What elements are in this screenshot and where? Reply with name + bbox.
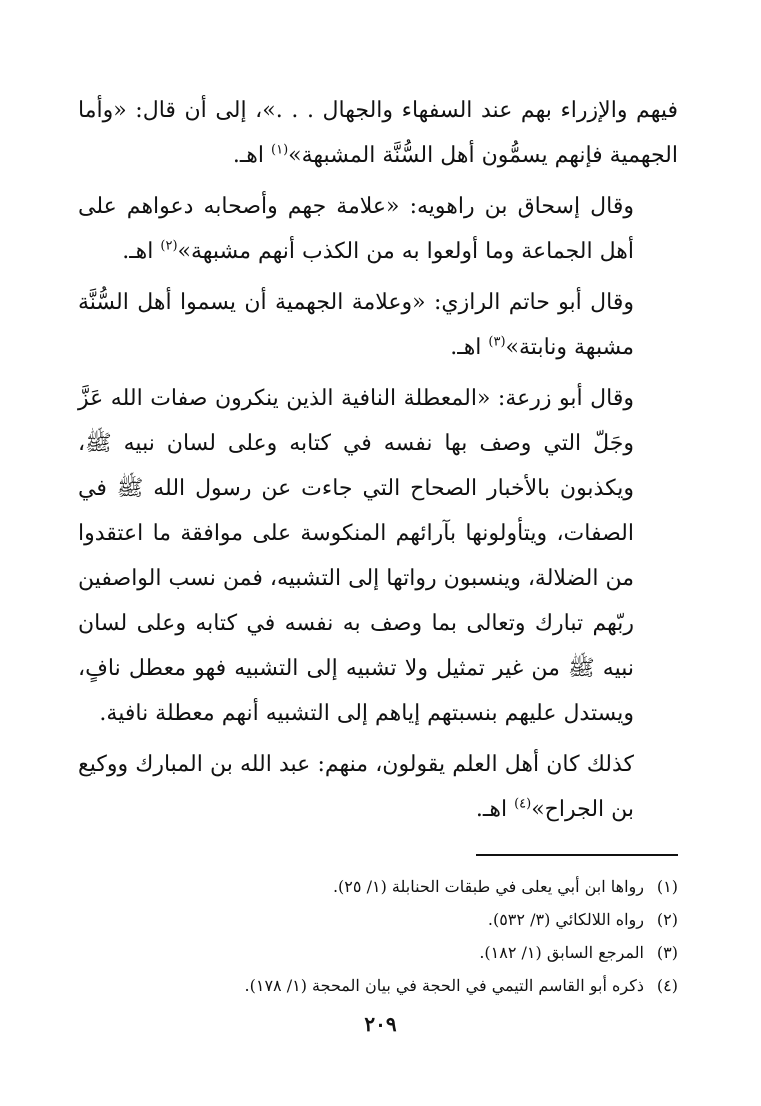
- footnotes-list: [78, 870, 678, 1002]
- paragraph-ending: اهـ.: [122, 239, 161, 264]
- paragraph-ending: اهـ.: [450, 335, 489, 360]
- footnote-text: رواها ابن أبي يعلى في طبقات الحنابلة (١/ ٢٥).: [332, 877, 644, 896]
- book-page: [78, 88, 678, 1048]
- footnote-divider: [476, 854, 678, 856]
- footnote-ref-2: (٢): [160, 238, 178, 254]
- footnote-number: (٢): [656, 910, 678, 929]
- footnote-ref-4: (٤): [514, 796, 532, 812]
- footnote-number: (١): [656, 877, 678, 896]
- footnote-ref-1: (١): [271, 142, 289, 158]
- paragraph-ishaq: [78, 184, 678, 274]
- paragraph-abu-hatim: [78, 280, 678, 370]
- paragraph-text: كذلك كان أهل العلم يقولون، منهم: عبد الله بن المبارك ووكيع بن الجراح»: [78, 752, 634, 822]
- paragraph-ending: اهـ.: [475, 797, 515, 822]
- footnote-4: [78, 969, 678, 1002]
- footnote-1: [78, 870, 678, 903]
- footnote-ref-3: (٣): [488, 334, 506, 350]
- paragraph-text: وقال أبو حاتم الرازي: «وعلامة الجهمية أن يسموا أهل السُّنَّة مشبهة ونابتة»: [78, 290, 634, 360]
- footnote-2: [78, 903, 678, 936]
- page-number: ٢٠٩: [364, 1012, 397, 1036]
- paragraph-ending: اهـ.: [232, 143, 272, 168]
- paragraph-text: وقال إسحاق بن راهويه: «علامة جهم وأصحابه دعواهم على أهل الجماعة وما أولعوا به من الكذب أنهم مشبهة»: [78, 194, 634, 264]
- footnote-number: (٣): [656, 943, 678, 962]
- footnote-number: (٤): [656, 976, 678, 995]
- paragraph-text: وقال أبو زرعة: «المعطلة النافية الذين ينكرون صفات الله عَزَّ وجَلّ التي وصف بها نفسه في كتابه وعلى لسان نبيه ﷺ، ويكذبون بالأخبار الصحاح التي جاءت عن رسول الله ﷺ في الصفات، ويتأولونها بآرائهم المنكوسة على موافقة ما اعتقدوا من الضلالة، وينسبون رواتها إلى التشبيه، فمن نسب الواصفين ربّهم تبارك وتعالى بما وصف به نفسه في كتابه وعلى لسان نبيه ﷺ من غير تمثيل ولا تشبيه إلى التشبيه فهو معطل نافٍ، ويستدل عليهم بنسبتهم إياهم إلى التشبيه أنهم معطلة نافية.: [78, 386, 635, 726]
- paragraph-text: فيهم والإزراء بهم عند السفهاء والجهال . . .»، إلى أن قال: «وأما الجهمية فإنهم يسمُّون أهل السُّنَّة المشبهة»: [78, 98, 678, 168]
- paragraph-abu-zurah: [78, 376, 678, 736]
- footnote-3: [78, 936, 678, 969]
- footnote-text: المرجع السابق (١/ ١٨٢).: [479, 943, 644, 962]
- paragraph-ahl-al-ilm: [78, 742, 678, 832]
- footnote-text: رواه اللالكائي (٣/ ٥٣٢).: [487, 910, 644, 929]
- paragraph-quote-continuation: [78, 88, 678, 178]
- footnote-text: ذكره أبو القاسم التيمي في الحجة في بيان المحجة (١/ ١٧٨).: [244, 976, 644, 995]
